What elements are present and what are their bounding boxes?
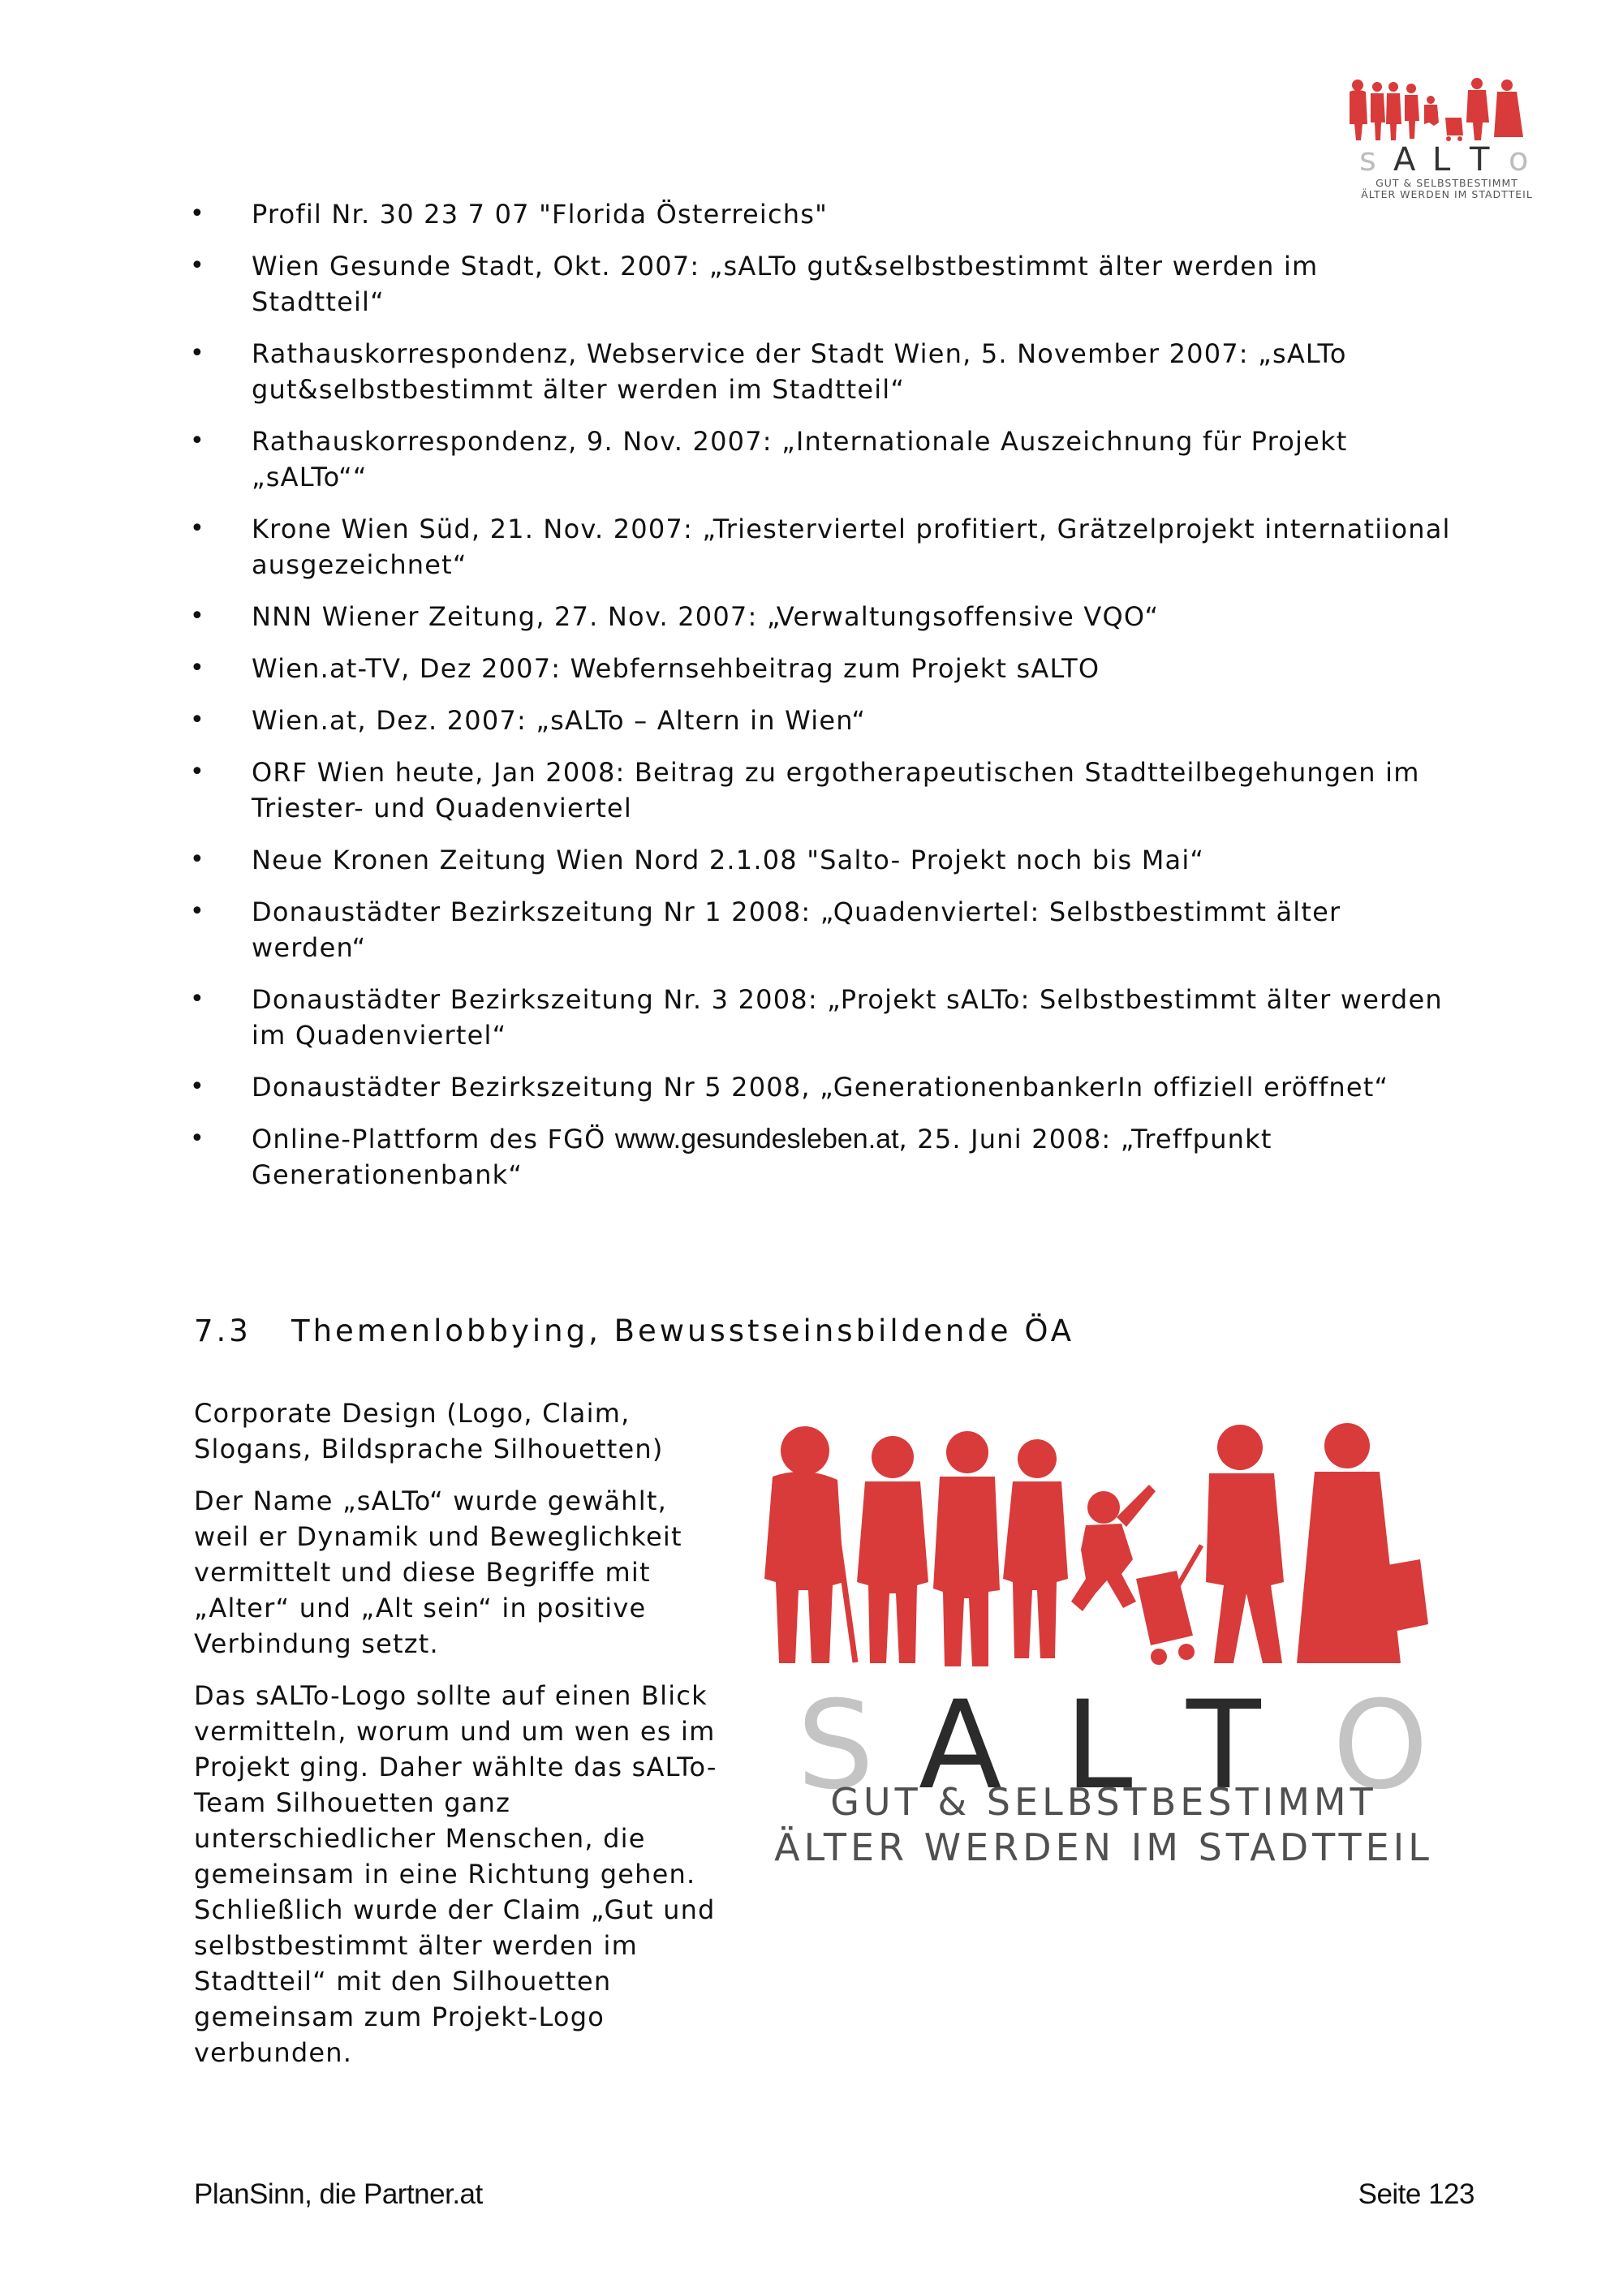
bullet: • — [190, 897, 205, 926]
list-item-text: Donaustädter Bezirkszeitung Nr 1 2008: „Quadenviertel: Selbstbestimmt älter werden“ — [252, 896, 1341, 963]
body-text-column — [194, 1395, 730, 2087]
footer-left: PlanSinn, die Partner.at — [194, 2178, 483, 2210]
salto-logo-image — [755, 1420, 1453, 1882]
header-logo-letter: A — [1393, 141, 1416, 178]
website-link[interactable]: www.gesundesleben.at — [614, 1124, 899, 1154]
list-item — [187, 1069, 1453, 1105]
bullet: • — [190, 1124, 205, 1153]
press-coverage-list — [187, 196, 1453, 1209]
bullet: • — [190, 985, 205, 1013]
list-item-text-pre: Online-Plattform des FGÖ — [252, 1124, 615, 1154]
bullet: • — [190, 427, 205, 455]
list-item — [187, 599, 1453, 634]
list-item — [187, 424, 1453, 495]
list-item-text: Rathauskorrespondenz, Webservice der Stadt Wien, 5. November 2007: „sALTo gut&selbstbestimmt älter werden im Stadtteil“ — [252, 338, 1347, 405]
salto-letter: S — [797, 1675, 875, 1817]
list-item — [187, 336, 1453, 407]
bullet: • — [190, 654, 205, 682]
header-logo-wordmark — [1359, 141, 1538, 178]
paragraph: Der Name „sALTo“ wurde gewählt, weil er Dynamik und Beweglichkeit vermittelt und diese Begriffe mit „Alter“ und „Alt sein“ in positive Verbindung setzt. — [194, 1486, 682, 1659]
bullet: • — [190, 758, 205, 786]
list-item-text: Wien Gesunde Stadt, Okt. 2007: „sALTo gut&selbstbestimmt älter werden im Stadtteil“ — [252, 251, 1319, 317]
list-item-text: Profil Nr. 30 23 7 07 "Florida Österreichs" — [252, 199, 829, 230]
header-logo-letter: T — [1470, 141, 1490, 178]
list-item — [187, 755, 1453, 826]
list-item-text: Rathauskorrespondenz, 9. Nov. 2007: „Internationale Auszeichnung für Projekt „sALTo““ — [252, 426, 1348, 492]
salto-claim-line2: ÄLTER WERDEN IM STADTTEIL — [774, 1825, 1433, 1869]
list-item — [187, 196, 1453, 232]
list-item-text: Neue Kronen Zeitung Wien Nord 2.1.08 "Salto- Projekt noch bis Mai“ — [252, 845, 1205, 875]
salto-silhouettes — [755, 1420, 1453, 1679]
salto-letter: L — [1065, 1675, 1133, 1817]
list-item-text: Donaustädter Bezirkszeitung Nr 5 2008, „GenerationenbankerIn offiziell eröffnet“ — [252, 1072, 1389, 1103]
salto-letter: O — [1332, 1675, 1429, 1817]
header-logo-silhouettes — [1343, 77, 1538, 142]
paragraph: Corporate Design (Logo, Claim, Slogans, Bildsprache Silhouetten) — [194, 1398, 664, 1464]
list-item-text: Donaustädter Bezirkszeitung Nr. 3 2008: „Projekt sALTo: Selbstbestimmt älter werden im Quadenviertel“ — [252, 984, 1443, 1051]
bullet: • — [190, 514, 205, 543]
bullet: • — [190, 252, 205, 280]
list-item-text-post: , 25. Juni 2008: „Treffpunkt Generationenbank“ — [252, 1124, 1272, 1190]
header-logo-claim-line1: GUT & SELBSTBESTIMMT — [1375, 177, 1518, 189]
header-logo — [1343, 77, 1538, 207]
bullet: • — [190, 602, 205, 630]
bullet: • — [190, 706, 205, 734]
list-item — [187, 651, 1453, 686]
salto-claim-line1: GUT & SELBSTBESTIMMT — [830, 1780, 1377, 1824]
list-item-text: Wien.at, Dez. 2007: „sALTo – Altern in Wien“ — [252, 705, 867, 736]
section-number: 7.3 — [194, 1314, 252, 1348]
header-logo-claim-line2: ÄLTER WERDEN IM STADTTEIL — [1361, 188, 1533, 200]
list-item — [187, 511, 1453, 583]
bullet: • — [190, 200, 205, 228]
list-item — [187, 842, 1453, 878]
salto-letter: T — [1186, 1675, 1261, 1817]
list-item-text: ORF Wien heute, Jan 2008: Beitrag zu ergotherapeutischen Stadtteilbegehungen im Triester- und Quadenviertel — [252, 757, 1420, 823]
list-item — [187, 248, 1453, 320]
bullet: • — [190, 845, 205, 874]
list-item — [187, 703, 1453, 738]
header-logo-letter: o — [1509, 141, 1529, 178]
list-item — [187, 1121, 1453, 1193]
list-item-text: Krone Wien Süd, 21. Nov. 2007: „Triesterviertel profitiert, Grätzelprojekt internatiional ausgezeichnet“ — [252, 514, 1451, 580]
bullet: • — [190, 1073, 205, 1101]
header-logo-letter: s — [1359, 141, 1376, 178]
page-number: Seite 123 — [1358, 2178, 1474, 2210]
list-item — [187, 894, 1453, 965]
header-logo-letter: L — [1432, 141, 1451, 178]
list-item-text: NNN Wiener Zeitung, 27. Nov. 2007: „Verwaltungsoffensive VQO“ — [252, 601, 1160, 632]
section-heading — [194, 1311, 1074, 1352]
section-title: Themenlobbying, Bewusstseinsbildende ÖA — [291, 1314, 1075, 1348]
list-item — [187, 982, 1453, 1053]
paragraph: Das sALTo-Logo sollte auf einen Blick vermitteln, worum und um wen es im Projekt ging. Daher wählte das sALTo-Team Silhouetten ganz unterschiedlicher Menschen, die gemeinsam in eine Richtung gehen. Schließlich wurde der Claim „Gut und selbstbestimmt älter werden im Stadtteil“ mit den Silhouetten gemeinsam zum Projekt-Logo verbunden. — [194, 1680, 717, 2068]
bullet: • — [190, 339, 205, 368]
list-item-text: Wien.at-TV, Dez 2007: Webfernsehbeitrag zum Projekt sALTO — [252, 653, 1100, 684]
salto-letter: A — [919, 1675, 1002, 1817]
